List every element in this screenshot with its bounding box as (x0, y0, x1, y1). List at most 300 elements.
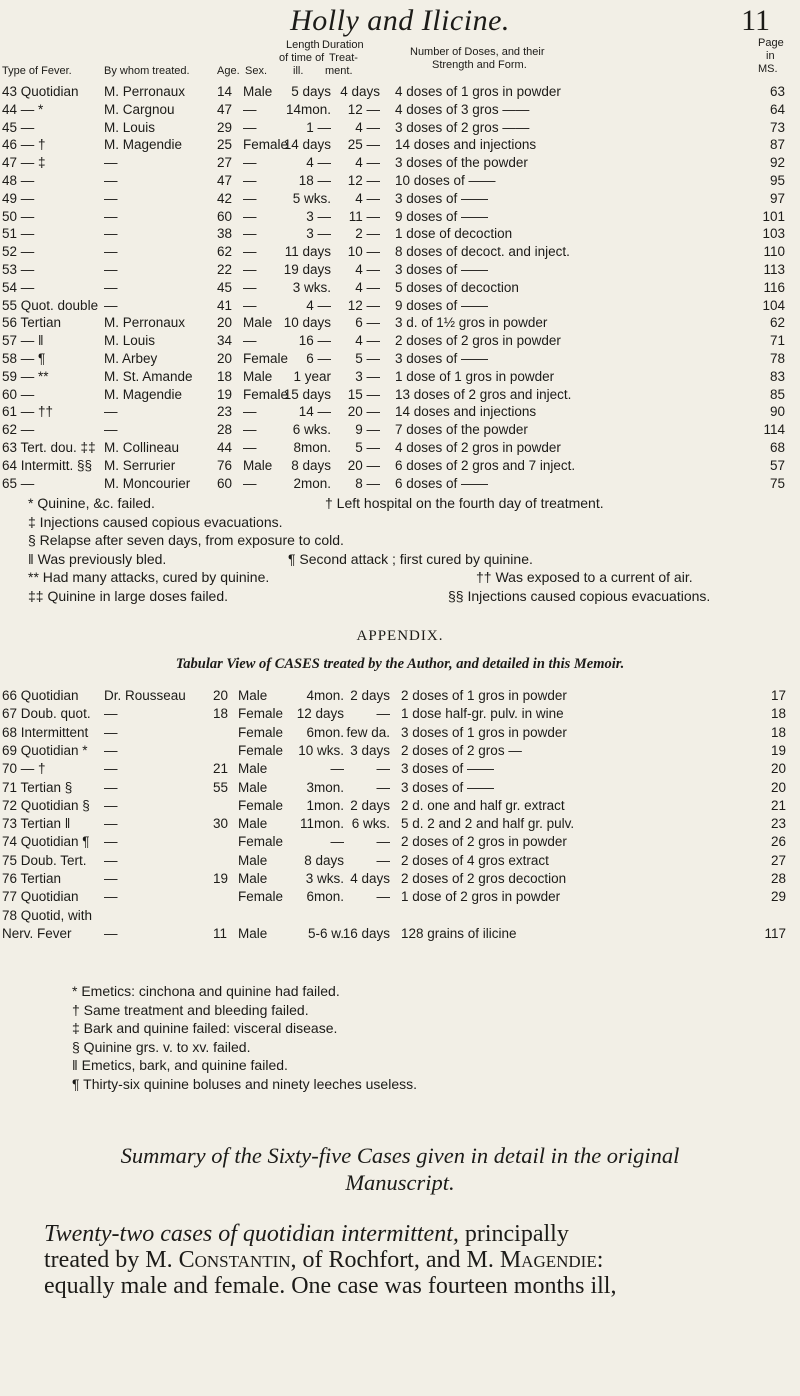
cell-type: 59 — ** (2, 368, 49, 384)
cell-len: 16 — (298, 333, 331, 349)
cell-sex: — (243, 279, 257, 295)
cell-age: 18 (213, 706, 229, 722)
cell-sex: Male (243, 84, 273, 99)
cell-doses: 10 doses of —— (395, 173, 496, 188)
cell-type: 45 — (2, 119, 35, 135)
col-header-doses-1: Number of Doses, and their (410, 46, 545, 58)
cell-age: 18 (217, 368, 233, 384)
cell-type: 71 Tertian § (2, 779, 73, 795)
cell-page: 28 (770, 871, 786, 886)
person-name: Magendie (499, 1247, 597, 1273)
cell-page: 27 (770, 852, 786, 868)
page-number: 11 (741, 4, 770, 37)
cell-dur: 3 days (350, 742, 390, 758)
cell-page: 83 (769, 368, 785, 384)
cell-age: 29 (217, 119, 233, 135)
cell-type: 63 Tert. dou. ‡‡ (2, 440, 96, 455)
table-row (0, 871, 800, 891)
footnote: ‖ Emetics, bark, and quinine failed. (72, 1057, 288, 1074)
cell-age: 20 (217, 351, 233, 366)
cell-by: M. Cargnou (104, 101, 175, 117)
footnote: ** Had many attacks, cured by quinine. (28, 569, 270, 585)
cell-dur: 3 — (355, 368, 380, 384)
cell-dur: 4 — (355, 119, 380, 135)
cell-by: M. Moncourier (104, 475, 191, 491)
cell-doses: 13 doses of 2 gros and inject. (395, 386, 572, 402)
cell-by: M. Louis (104, 333, 156, 349)
cell-by: — (104, 297, 118, 313)
cell-dur: 11 — (348, 208, 380, 224)
cell-type: 67 Doub. quot. (2, 706, 91, 722)
cell-doses: 5 d. 2 and 2 and half gr. pulv. (401, 816, 575, 832)
cell-dur: 8 — (355, 475, 380, 491)
footnote: * Emetics: cinchona and quinine had failed. (72, 983, 340, 999)
cell-sex: Female (238, 724, 284, 740)
cell-len: 8 days (304, 852, 344, 868)
cell-type: 48 — (2, 173, 35, 188)
cell-type: 64 Intermitt. §§ (2, 457, 93, 473)
cell-dur: — (376, 779, 390, 795)
cell-by: — (104, 155, 118, 171)
cell-age: 14 (217, 84, 233, 99)
cell-sex: Female (238, 834, 284, 850)
cell-page: 18 (770, 724, 786, 740)
cell-by: M. Collineau (104, 440, 180, 455)
cell-page: 63 (769, 84, 785, 99)
cell-sex: Male (238, 925, 268, 941)
table-row (0, 761, 800, 781)
cell-len: 11mon. (299, 816, 344, 832)
cell-by: M. Perronaux (104, 84, 186, 99)
cell-by: — (104, 816, 118, 832)
cell-age: 11 (213, 925, 228, 941)
cell-dur: 5 — (355, 351, 380, 366)
cell-len: 15 days (283, 386, 331, 402)
table-row (0, 476, 800, 496)
cell-dur: 5 — (355, 440, 380, 455)
cell-dur: 20 — (347, 457, 380, 473)
cell-len: 14 days (283, 137, 331, 153)
cell-type: 73 Tertian ‖ (2, 816, 71, 832)
summary-title-line-2: Manuscript. (345, 1170, 455, 1195)
cell-doses: 3 d. of 1½ gros in powder (395, 315, 548, 331)
cell-age: 25 (217, 137, 233, 153)
cell-age: 45 (217, 279, 233, 295)
cell-by: M. Serrurier (104, 457, 176, 473)
col-header-sex: Sex. (245, 65, 268, 77)
table-row (0, 853, 800, 873)
cell-page: 114 (763, 422, 785, 438)
cell-sex: — (243, 226, 257, 242)
cell-len: 5-6 w. (307, 925, 344, 941)
cell-doses: 2 doses of 1 gros in powder (401, 688, 567, 703)
cell-type: 49 — (2, 190, 35, 206)
cell-by: — (104, 797, 118, 813)
cell-dur: 2 days (350, 688, 390, 703)
cell-type: Nerv. Fever (2, 925, 72, 941)
summary-title-line-1: Summary of the Sixty-five Cases given in detail in the original (120, 1143, 680, 1168)
cell-len: 1 — (306, 119, 331, 135)
cell-by: M. Magendie (104, 137, 183, 153)
cell-age: 20 (213, 688, 229, 703)
appendix-footnotes (72, 982, 772, 1102)
cell-page: 20 (770, 779, 786, 795)
text-run: treated by M. (44, 1247, 179, 1273)
cell-page: 71 (769, 333, 785, 349)
cell-type: 62 — (2, 422, 35, 438)
cell-sex: Male (238, 761, 268, 777)
cell-len: — (330, 834, 344, 850)
cell-type: 76 Tertian (2, 871, 62, 886)
cell-doses: 2 doses of 2 gros — (401, 742, 522, 758)
cell-sex: Male (243, 315, 273, 331)
cell-sex: Male (238, 852, 268, 868)
cell-age: 22 (217, 262, 233, 277)
cell-type: 69 Quotidian * (2, 742, 88, 758)
cell-by: M. Louis (104, 119, 156, 135)
cell-dur: 10 — (347, 244, 380, 260)
cell-type: 72 Quotidian § (2, 797, 90, 813)
cell-type: 78 Quotid, with (2, 907, 93, 923)
cell-sex: Female (238, 797, 284, 813)
table-row (0, 706, 800, 726)
cell-len: 8mon. (293, 440, 331, 455)
cell-doses: 4 doses of 2 gros in powder (395, 440, 561, 455)
cell-sex: Female (238, 889, 284, 905)
cell-page: 104 (762, 297, 785, 313)
cell-doses: 6 doses of 2 gros and 7 inject. (395, 457, 576, 473)
cell-len: 1mon. (306, 797, 344, 813)
cell-sex: — (243, 475, 257, 491)
cell-age: 28 (217, 422, 233, 438)
cell-age: 47 (217, 101, 233, 117)
cell-dur: 6 wks. (351, 816, 390, 832)
cell-type: 44 — * (2, 101, 44, 117)
cell-sex: — (243, 297, 257, 313)
running-title: Holly and Ilicine. (290, 4, 510, 37)
cell-len: 19 days (283, 262, 331, 277)
cell-page: 117 (764, 925, 786, 941)
cell-dur: — (376, 852, 390, 868)
footnote: † Same treatment and bleeding failed. (72, 1001, 309, 1018)
cell-sex: — (243, 190, 257, 206)
cell-page: 19 (770, 742, 786, 758)
cell-page: 21 (770, 797, 786, 813)
cell-by: M. Arbey (104, 351, 158, 366)
cell-len: 10 wks. (298, 742, 344, 758)
cell-type: 57 — ‖ (2, 333, 44, 349)
cell-len: — (330, 761, 344, 777)
cell-by: M. Magendie (104, 386, 183, 402)
cell-sex: — (243, 333, 257, 349)
cell-by: — (104, 834, 118, 850)
cell-doses: 2 d. one and half gr. extract (401, 797, 565, 813)
cell-sex: — (243, 101, 257, 117)
cell-doses: 6 doses of —— (395, 475, 489, 491)
cell-doses: 3 doses of —— (395, 351, 489, 366)
cell-age: 23 (217, 404, 233, 420)
footnote: §§ Injections caused copious evacuations. (448, 587, 711, 604)
col-header-duration-2: Treat- (329, 52, 358, 64)
cell-sex: Female (243, 137, 289, 153)
cell-len: 8 days (291, 457, 331, 473)
cell-age: 21 (213, 761, 229, 777)
cell-page: 18 (770, 706, 786, 722)
cell-len: 14mon. (285, 101, 331, 117)
col-header-page-3: MS. (758, 63, 778, 75)
cell-sex: Female (238, 706, 284, 722)
cell-doses: 2 doses of 2 gros in powder (395, 333, 561, 349)
cell-sex: Female (243, 386, 289, 402)
cell-len: 3 wks. (292, 279, 331, 295)
cell-dur: 25 — (347, 137, 380, 153)
cell-age: 42 (217, 190, 233, 206)
col-header-duration-1: Duration (322, 39, 364, 51)
cell-age: 38 (217, 226, 233, 242)
footnote: * Quinine, &c. failed. (28, 495, 155, 511)
cell-dur: 4 days (340, 84, 380, 99)
cell-by: — (104, 706, 118, 722)
footnote: ‡‡ Quinine in large doses failed. (28, 587, 229, 604)
cell-len: 14 — (298, 404, 331, 420)
cell-doses: 1 dose of decoction (395, 226, 513, 242)
cell-dur: — (376, 761, 390, 777)
cell-dur: 4 — (355, 333, 380, 349)
cell-page: 110 (763, 244, 785, 260)
cell-len: 3 wks. (305, 871, 344, 886)
cell-doses: 5 doses of decoction (395, 279, 519, 295)
cell-page: 64 (769, 101, 785, 117)
cell-type: 58 — ¶ (2, 351, 46, 366)
cell-len: 6 — (306, 351, 331, 366)
cell-by: — (104, 761, 118, 777)
cell-by: — (104, 724, 118, 740)
col-header-length-1: Length (286, 39, 320, 51)
cell-page: 116 (763, 279, 785, 295)
cell-by: — (104, 871, 118, 886)
cell-dur: 12 — (347, 101, 380, 117)
cell-by: Dr. Rousseau (104, 688, 186, 703)
cell-doses: 2 doses of 4 gros extract (401, 852, 549, 868)
cell-type: 50 — (2, 208, 35, 224)
col-header-by: By whom treated. (104, 65, 190, 77)
cell-doses: 14 doses and injections (395, 137, 537, 153)
cell-dur: 20 — (347, 404, 380, 420)
footnote: ¶ Second attack ; first cured by quinine. (288, 550, 533, 567)
cell-page: 57 (769, 457, 785, 473)
footnote: ‖ Was previously bled. (28, 550, 167, 567)
cell-type: 68 Intermittent (2, 724, 89, 740)
table-row (0, 688, 800, 708)
cell-age: 76 (217, 457, 233, 473)
cell-page: 95 (769, 173, 785, 188)
cell-type: 46 — † (2, 137, 46, 153)
cell-sex: Male (238, 871, 268, 886)
cell-by: — (104, 779, 118, 795)
table-row (0, 780, 800, 800)
cell-page: 26 (770, 834, 786, 850)
cell-len: 2mon. (293, 475, 331, 491)
cell-doses: 1 dose of 1 gros in powder (395, 368, 555, 384)
cell-type: 66 Quotidian (2, 688, 79, 703)
cell-page: 103 (762, 226, 785, 242)
cell-doses: 14 doses and injections (395, 404, 537, 420)
col-header-type: Type of Fever. (2, 65, 72, 77)
cell-dur: — (376, 706, 390, 722)
table-row (0, 908, 800, 928)
cell-dur: 4 — (355, 155, 380, 171)
cell-age: 60 (217, 475, 233, 491)
cell-doses: 3 doses of 1 gros in powder (401, 724, 567, 740)
cell-page: 90 (769, 404, 785, 420)
col-header-length-2: of time of (279, 52, 325, 64)
cell-doses: 3 doses of —— (395, 190, 489, 206)
cell-by: — (104, 889, 118, 905)
cell-dur: 9 — (355, 422, 380, 438)
cell-by: M. Perronaux (104, 315, 186, 331)
cell-len: 6 wks. (292, 422, 331, 438)
cell-sex: — (243, 173, 257, 188)
cell-len: 12 days (296, 706, 344, 722)
cell-by: — (104, 422, 118, 438)
cell-sex: Male (238, 779, 268, 795)
cell-doses: 9 doses of —— (395, 208, 489, 224)
cell-type: 74 Quotidian ¶ (2, 834, 90, 850)
cell-page: 23 (770, 816, 786, 832)
footnote: † Left hospital on the fourth day of treatment. (325, 495, 604, 511)
text-run: , of Rochfort, and M. (290, 1247, 500, 1273)
cell-by: M. St. Amande (104, 368, 193, 384)
cell-page: 17 (770, 688, 786, 703)
cell-type: 61 — †† (2, 404, 54, 420)
cell-dur: — (376, 889, 390, 905)
cell-sex: Male (243, 457, 273, 473)
cell-type: 60 — (2, 386, 35, 402)
cell-doses: 1 dose of 2 gros in powder (401, 889, 561, 905)
cell-by: — (104, 190, 118, 206)
cell-doses: 4 doses of 1 gros in powder (395, 84, 561, 99)
paragraph-line (44, 1247, 764, 1273)
cell-age: 19 (213, 871, 229, 886)
cell-page: 101 (762, 208, 785, 224)
footnote: § Quinine grs. v. to xv. failed. (72, 1038, 251, 1055)
cell-by: — (104, 244, 118, 260)
cell-by: — (104, 279, 118, 295)
cell-sex: — (243, 440, 257, 455)
cell-page: 20 (770, 761, 786, 777)
cell-len: 3 — (306, 226, 331, 242)
cell-age: 44 (217, 440, 233, 455)
cell-dur: — (376, 834, 390, 850)
cell-len: 1 year (293, 368, 331, 384)
cell-sex: — (243, 208, 257, 224)
col-header-doses-2: Strength and Form. (432, 59, 527, 71)
cell-type: 47 — ‡ (2, 155, 46, 171)
cell-doses: 2 doses of 2 gros in powder (401, 834, 567, 850)
cell-sex: — (243, 404, 257, 420)
cell-dur: 4 — (355, 279, 380, 295)
cell-doses: 3 doses of 2 gros —— (395, 119, 530, 135)
cell-by: — (104, 208, 118, 224)
cell-page: 85 (769, 386, 785, 402)
appendix-subtitle: Tabular View of CASES treated by the Author, and detailed in this Memoir. (175, 656, 625, 672)
cell-len: 11 days (284, 244, 331, 260)
cell-page: 97 (769, 190, 785, 206)
col-header-length-3: ill. (293, 65, 304, 77)
table-row (0, 834, 800, 854)
cell-page: 62 (769, 315, 785, 331)
cell-sex: Female (238, 742, 284, 758)
cell-len: 18 — (298, 173, 331, 188)
cell-page: 92 (769, 155, 785, 171)
cell-by: — (104, 262, 118, 277)
cell-dur: 6 — (355, 315, 380, 331)
col-header-duration-3: ment. (325, 65, 353, 77)
cell-doses: 3 doses of —— (401, 779, 495, 795)
table-row (0, 743, 800, 763)
cell-doses: 2 doses of 2 gros decoction (401, 871, 567, 886)
cell-dur: 4 — (355, 190, 380, 206)
footnote: †† Was exposed to a current of air. (476, 569, 693, 585)
running-head (0, 4, 800, 40)
paragraph-line (44, 1221, 764, 1247)
cell-type: 70 — † (2, 761, 46, 777)
cell-sex: Male (238, 688, 268, 703)
cell-by: — (104, 226, 118, 242)
text-run: : (596, 1247, 604, 1273)
cell-type: 43 Quotidian (2, 84, 79, 99)
appendix-heading: APPENDIX. (356, 628, 444, 644)
cell-len: 4 — (306, 297, 331, 313)
cell-sex: Female (243, 351, 289, 366)
cell-doses: 8 doses of decoct. and inject. (395, 244, 570, 260)
cell-len: 10 days (283, 315, 331, 331)
text-run: principally (458, 1221, 569, 1247)
cell-age: 60 (217, 208, 233, 224)
cell-type: 51 — (2, 226, 35, 242)
cell-len: 3 — (306, 208, 331, 224)
table-row (0, 926, 800, 946)
cell-page: 78 (769, 351, 785, 366)
table-row (0, 889, 800, 909)
paragraph-line: equally male and female. One case was fourteen months ill, (44, 1273, 617, 1299)
cell-dur: 12 — (347, 173, 380, 188)
cell-by: — (104, 742, 118, 758)
footnote: ‡ Injections caused copious evacuations. (28, 513, 283, 530)
cell-type: 56 Tertian (2, 315, 62, 331)
cell-type: 65 — (2, 475, 35, 491)
cell-page: 73 (769, 119, 785, 135)
cell-dur: 2 — (355, 226, 380, 242)
cell-len: 3mon. (306, 779, 344, 795)
table-row (0, 798, 800, 818)
cell-by: — (104, 925, 118, 941)
cell-type: 52 — (2, 244, 35, 260)
footnote: ¶ Thirty-six quinine boluses and ninety leeches useless. (72, 1076, 418, 1092)
cell-doses: 7 doses of the powder (395, 422, 528, 438)
cell-by: — (104, 173, 118, 188)
cell-age: 55 (213, 779, 229, 795)
cell-dur: 16 days (342, 925, 390, 941)
cell-len: 4 — (306, 155, 331, 171)
col-header-page-2: in (766, 50, 775, 62)
cell-by: — (104, 404, 118, 420)
cell-doses: 9 doses of —— (395, 297, 489, 313)
cell-doses: 4 doses of 3 gros —— (395, 101, 530, 117)
table-row (0, 725, 800, 745)
cell-age: 27 (217, 155, 233, 171)
summary-paragraph (44, 1221, 764, 1299)
